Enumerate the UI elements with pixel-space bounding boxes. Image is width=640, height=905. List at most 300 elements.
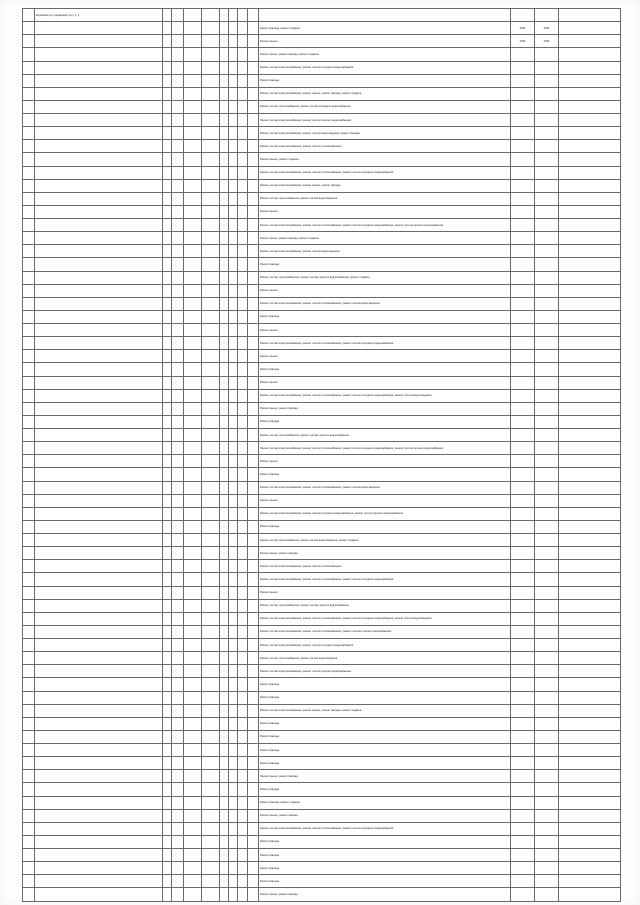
year-cell bbox=[163, 258, 172, 271]
cost-cell bbox=[559, 140, 621, 153]
start-year-cell: 2026 bbox=[511, 22, 535, 35]
end-year-cell bbox=[535, 599, 559, 612]
value-cell bbox=[229, 520, 238, 533]
start-year-cell bbox=[511, 192, 535, 205]
year-cell bbox=[163, 704, 172, 717]
end-year-cell bbox=[535, 363, 559, 376]
value-cell bbox=[229, 717, 238, 730]
value-cell bbox=[248, 74, 259, 87]
value-cell bbox=[220, 757, 229, 770]
value-cell bbox=[238, 862, 248, 875]
table-row bbox=[23, 691, 621, 704]
cost-cell bbox=[559, 665, 621, 678]
value-cell bbox=[202, 730, 220, 743]
value-cell bbox=[229, 284, 238, 297]
value-cell bbox=[238, 205, 248, 218]
value-cell bbox=[202, 219, 220, 232]
value-cell bbox=[202, 271, 220, 284]
value-cell bbox=[202, 389, 220, 402]
end-year-cell bbox=[535, 573, 559, 586]
value-cell bbox=[184, 586, 202, 599]
value-cell bbox=[184, 9, 202, 22]
table-row bbox=[23, 875, 621, 888]
address-cell bbox=[35, 22, 163, 35]
end-year-cell bbox=[535, 297, 559, 310]
table-row bbox=[23, 297, 621, 310]
row-number-cell bbox=[23, 783, 35, 796]
end-year-cell bbox=[535, 258, 559, 271]
row-number-cell bbox=[23, 415, 35, 428]
value-cell bbox=[202, 324, 220, 337]
row-number-cell bbox=[23, 48, 35, 61]
value-cell bbox=[248, 22, 259, 35]
start-year-cell bbox=[511, 455, 535, 468]
table-row bbox=[23, 271, 621, 284]
cost-cell bbox=[559, 796, 621, 809]
start-year-cell bbox=[511, 612, 535, 625]
value-cell bbox=[202, 166, 220, 179]
value-cell bbox=[184, 205, 202, 218]
cost-cell bbox=[559, 586, 621, 599]
value-cell bbox=[238, 376, 248, 389]
value-cell bbox=[248, 744, 259, 757]
value-cell bbox=[248, 494, 259, 507]
end-year-cell bbox=[535, 337, 559, 350]
address-cell bbox=[35, 297, 163, 310]
value-cell bbox=[248, 534, 259, 547]
value-cell bbox=[202, 691, 220, 704]
cost-cell bbox=[559, 87, 621, 100]
start-year-cell bbox=[511, 835, 535, 848]
address-cell bbox=[35, 376, 163, 389]
value-cell bbox=[172, 862, 184, 875]
value-cell bbox=[172, 9, 184, 22]
start-year-cell bbox=[511, 625, 535, 638]
value-cell bbox=[248, 862, 259, 875]
value-cell bbox=[184, 337, 202, 350]
value-cell bbox=[220, 297, 229, 310]
value-cell bbox=[229, 402, 238, 415]
value-cell bbox=[220, 61, 229, 74]
table-row bbox=[23, 665, 621, 678]
row-number-cell bbox=[23, 153, 35, 166]
value-cell bbox=[238, 744, 248, 757]
value-cell bbox=[220, 232, 229, 245]
address-cell bbox=[35, 599, 163, 612]
value-cell bbox=[238, 652, 248, 665]
value-cell bbox=[248, 888, 259, 901]
table-row bbox=[23, 179, 621, 192]
value-cell bbox=[238, 796, 248, 809]
cost-cell bbox=[559, 389, 621, 402]
value-cell bbox=[184, 87, 202, 100]
start-year-cell bbox=[511, 166, 535, 179]
address-cell bbox=[35, 100, 163, 113]
value-cell bbox=[184, 560, 202, 573]
value-cell bbox=[248, 271, 259, 284]
value-cell bbox=[220, 468, 229, 481]
table-row bbox=[23, 744, 621, 757]
value-cell bbox=[229, 9, 238, 22]
cost-cell bbox=[559, 822, 621, 835]
value-cell bbox=[172, 520, 184, 533]
value-cell bbox=[220, 337, 229, 350]
works-cell: Ремонт фасада, ремонт подвала bbox=[259, 796, 511, 809]
value-cell bbox=[248, 612, 259, 625]
value-cell bbox=[202, 87, 220, 100]
cost-cell bbox=[559, 652, 621, 665]
works-cell: Ремонт фасада bbox=[259, 691, 511, 704]
cost-cell bbox=[559, 704, 621, 717]
address-cell bbox=[35, 560, 163, 573]
row-number-cell bbox=[23, 481, 35, 494]
value-cell bbox=[172, 822, 184, 835]
row-number-cell bbox=[23, 140, 35, 153]
table-row bbox=[23, 862, 621, 875]
value-cell bbox=[202, 310, 220, 323]
value-cell bbox=[202, 822, 220, 835]
end-year-cell bbox=[535, 100, 559, 113]
cost-cell bbox=[559, 744, 621, 757]
row-number-cell bbox=[23, 599, 35, 612]
end-year-cell bbox=[535, 534, 559, 547]
value-cell bbox=[184, 704, 202, 717]
value-cell bbox=[184, 271, 202, 284]
value-cell bbox=[220, 809, 229, 822]
row-number-cell bbox=[23, 888, 35, 901]
end-year-cell bbox=[535, 61, 559, 74]
year-cell bbox=[163, 271, 172, 284]
value-cell bbox=[238, 324, 248, 337]
works-cell: Ремонт фасада bbox=[259, 730, 511, 743]
value-cell bbox=[229, 429, 238, 442]
value-cell bbox=[229, 100, 238, 113]
start-year-cell bbox=[511, 599, 535, 612]
table-row bbox=[23, 507, 621, 520]
value-cell bbox=[248, 297, 259, 310]
end-year-cell bbox=[535, 468, 559, 481]
row-number-cell bbox=[23, 586, 35, 599]
value-cell bbox=[202, 179, 220, 192]
year-cell bbox=[163, 822, 172, 835]
value-cell bbox=[238, 520, 248, 533]
cost-cell bbox=[559, 783, 621, 796]
table-row bbox=[23, 586, 621, 599]
start-year-cell bbox=[511, 862, 535, 875]
address-cell bbox=[35, 35, 163, 48]
value-cell bbox=[248, 625, 259, 638]
start-year-cell bbox=[511, 245, 535, 258]
value-cell bbox=[248, 61, 259, 74]
start-year-cell bbox=[511, 48, 535, 61]
cost-cell bbox=[559, 100, 621, 113]
value-cell bbox=[184, 809, 202, 822]
table-row bbox=[23, 48, 621, 61]
year-cell bbox=[163, 48, 172, 61]
start-year-cell bbox=[511, 481, 535, 494]
address-cell bbox=[35, 232, 163, 245]
value-cell bbox=[172, 114, 184, 127]
value-cell bbox=[184, 258, 202, 271]
start-year-cell bbox=[511, 324, 535, 337]
value-cell bbox=[184, 494, 202, 507]
value-cell bbox=[229, 350, 238, 363]
value-cell bbox=[220, 560, 229, 573]
start-year-cell bbox=[511, 507, 535, 520]
cost-cell bbox=[559, 468, 621, 481]
end-year-cell bbox=[535, 402, 559, 415]
end-year-cell bbox=[535, 560, 559, 573]
value-cell bbox=[220, 717, 229, 730]
value-cell bbox=[184, 612, 202, 625]
end-year-cell bbox=[535, 809, 559, 822]
row-number-cell bbox=[23, 770, 35, 783]
value-cell bbox=[202, 232, 220, 245]
value-cell bbox=[202, 140, 220, 153]
address-cell bbox=[35, 796, 163, 809]
row-number-cell bbox=[23, 22, 35, 35]
start-year-cell bbox=[511, 153, 535, 166]
start-year-cell bbox=[511, 560, 535, 573]
value-cell bbox=[238, 35, 248, 48]
value-cell bbox=[238, 415, 248, 428]
year-cell bbox=[163, 415, 172, 428]
value-cell bbox=[202, 507, 220, 520]
value-cell bbox=[220, 599, 229, 612]
value-cell bbox=[172, 127, 184, 140]
value-cell bbox=[238, 717, 248, 730]
value-cell bbox=[202, 494, 220, 507]
value-cell bbox=[248, 337, 259, 350]
value-cell bbox=[248, 310, 259, 323]
cost-cell bbox=[559, 442, 621, 455]
value-cell bbox=[172, 494, 184, 507]
value-cell bbox=[184, 599, 202, 612]
value-cell bbox=[238, 783, 248, 796]
value-cell bbox=[202, 114, 220, 127]
works-cell: Ремонт систем электроснабжения, ремонт систем водоотведения, ремонт фасада bbox=[259, 127, 511, 140]
value-cell bbox=[172, 179, 184, 192]
value-cell bbox=[202, 61, 220, 74]
value-cell bbox=[202, 757, 220, 770]
cost-cell bbox=[559, 337, 621, 350]
value-cell bbox=[229, 704, 238, 717]
end-year-cell bbox=[535, 429, 559, 442]
start-year-cell bbox=[511, 9, 535, 22]
row-number-cell bbox=[23, 822, 35, 835]
year-cell bbox=[163, 639, 172, 652]
value-cell bbox=[238, 757, 248, 770]
value-cell bbox=[248, 849, 259, 862]
cost-cell bbox=[559, 324, 621, 337]
value-cell bbox=[202, 22, 220, 35]
value-cell bbox=[184, 350, 202, 363]
cost-cell bbox=[559, 232, 621, 245]
cost-cell bbox=[559, 166, 621, 179]
value-cell bbox=[238, 442, 248, 455]
year-cell bbox=[163, 9, 172, 22]
end-year-cell bbox=[535, 704, 559, 717]
cost-cell bbox=[559, 415, 621, 428]
value-cell bbox=[238, 127, 248, 140]
table-row bbox=[23, 153, 621, 166]
end-year-cell bbox=[535, 9, 559, 22]
value-cell bbox=[248, 429, 259, 442]
address-cell bbox=[35, 468, 163, 481]
value-cell bbox=[184, 573, 202, 586]
works-cell: Ремонт систем теплоснабжения, ремонт систем горячего водоснабжения bbox=[259, 599, 511, 612]
value-cell bbox=[184, 74, 202, 87]
row-number-cell bbox=[23, 284, 35, 297]
value-cell bbox=[238, 468, 248, 481]
value-cell bbox=[202, 547, 220, 560]
end-year-cell bbox=[535, 442, 559, 455]
end-year-cell bbox=[535, 350, 559, 363]
address-cell bbox=[35, 862, 163, 875]
value-cell bbox=[172, 61, 184, 74]
value-cell bbox=[238, 665, 248, 678]
value-cell bbox=[220, 153, 229, 166]
value-cell bbox=[229, 74, 238, 87]
value-cell bbox=[202, 205, 220, 218]
works-cell: Ремонт крыши, ремонт фасада bbox=[259, 547, 511, 560]
address-cell bbox=[35, 61, 163, 74]
value-cell bbox=[184, 153, 202, 166]
end-year-cell bbox=[535, 140, 559, 153]
row-number-cell bbox=[23, 455, 35, 468]
value-cell bbox=[184, 22, 202, 35]
value-cell bbox=[248, 822, 259, 835]
value-cell bbox=[220, 586, 229, 599]
works-cell: Ремонт фасада bbox=[259, 849, 511, 862]
start-year-cell bbox=[511, 205, 535, 218]
value-cell bbox=[238, 114, 248, 127]
year-cell bbox=[163, 376, 172, 389]
value-cell bbox=[229, 639, 238, 652]
value-cell bbox=[238, 284, 248, 297]
address-cell bbox=[35, 730, 163, 743]
table-row bbox=[23, 678, 621, 691]
value-cell bbox=[172, 835, 184, 848]
table-row bbox=[23, 730, 621, 743]
works-cell: Ремонт крыши, ремонт фасада bbox=[259, 770, 511, 783]
value-cell bbox=[248, 245, 259, 258]
value-cell bbox=[238, 337, 248, 350]
value-cell bbox=[238, 166, 248, 179]
value-cell bbox=[202, 678, 220, 691]
value-cell bbox=[172, 717, 184, 730]
works-cell: Ремонт фасада bbox=[259, 415, 511, 428]
value-cell bbox=[238, 481, 248, 494]
end-year-cell bbox=[535, 835, 559, 848]
value-cell bbox=[220, 652, 229, 665]
row-number-cell bbox=[23, 376, 35, 389]
value-cell bbox=[248, 402, 259, 415]
row-number-cell bbox=[23, 665, 35, 678]
table-row bbox=[23, 87, 621, 100]
table-row bbox=[23, 639, 621, 652]
value-cell bbox=[172, 507, 184, 520]
value-cell bbox=[220, 192, 229, 205]
value-cell bbox=[184, 520, 202, 533]
value-cell bbox=[229, 258, 238, 271]
year-cell bbox=[163, 573, 172, 586]
address-cell bbox=[35, 809, 163, 822]
value-cell bbox=[229, 337, 238, 350]
value-cell bbox=[202, 402, 220, 415]
value-cell bbox=[229, 192, 238, 205]
address-cell bbox=[35, 363, 163, 376]
cost-cell bbox=[559, 547, 621, 560]
value-cell bbox=[184, 284, 202, 297]
row-number-cell bbox=[23, 744, 35, 757]
year-cell bbox=[163, 862, 172, 875]
cost-cell bbox=[559, 481, 621, 494]
row-number-cell bbox=[23, 678, 35, 691]
end-year-cell bbox=[535, 849, 559, 862]
row-number-cell bbox=[23, 127, 35, 140]
end-year-cell bbox=[535, 284, 559, 297]
row-number-cell bbox=[23, 35, 35, 48]
value-cell bbox=[172, 573, 184, 586]
value-cell bbox=[248, 835, 259, 848]
end-year-cell bbox=[535, 888, 559, 901]
works-cell: Ремонт систем теплоснабжения, ремонт систем холодного водоснабжения bbox=[259, 100, 511, 113]
value-cell bbox=[248, 455, 259, 468]
year-cell bbox=[163, 849, 172, 862]
cost-cell bbox=[559, 573, 621, 586]
year-cell bbox=[163, 691, 172, 704]
year-cell bbox=[163, 166, 172, 179]
value-cell bbox=[248, 507, 259, 520]
value-cell bbox=[220, 849, 229, 862]
value-cell bbox=[238, 639, 248, 652]
row-number-cell bbox=[23, 74, 35, 87]
works-cell: Ремонт фасада bbox=[259, 363, 511, 376]
value-cell bbox=[184, 35, 202, 48]
value-cell bbox=[184, 245, 202, 258]
value-cell bbox=[248, 415, 259, 428]
address-cell bbox=[35, 166, 163, 179]
value-cell bbox=[229, 468, 238, 481]
value-cell bbox=[202, 665, 220, 678]
year-cell bbox=[163, 612, 172, 625]
cost-cell bbox=[559, 48, 621, 61]
value-cell bbox=[202, 127, 220, 140]
value-cell bbox=[220, 770, 229, 783]
address-cell bbox=[35, 835, 163, 848]
table-row bbox=[23, 652, 621, 665]
value-cell bbox=[184, 730, 202, 743]
value-cell bbox=[202, 245, 220, 258]
end-year-cell bbox=[535, 87, 559, 100]
value-cell bbox=[184, 363, 202, 376]
year-cell bbox=[163, 652, 172, 665]
value-cell bbox=[220, 442, 229, 455]
row-number-cell bbox=[23, 337, 35, 350]
end-year-cell bbox=[535, 770, 559, 783]
value-cell bbox=[172, 87, 184, 100]
value-cell bbox=[220, 35, 229, 48]
table-row bbox=[23, 783, 621, 796]
value-cell bbox=[184, 888, 202, 901]
value-cell bbox=[229, 324, 238, 337]
start-year-cell bbox=[511, 586, 535, 599]
year-cell bbox=[163, 310, 172, 323]
table-row bbox=[23, 534, 621, 547]
value-cell bbox=[172, 271, 184, 284]
works-cell: Ремонт систем теплоснабжения, ремонт систем водоотведения bbox=[259, 652, 511, 665]
